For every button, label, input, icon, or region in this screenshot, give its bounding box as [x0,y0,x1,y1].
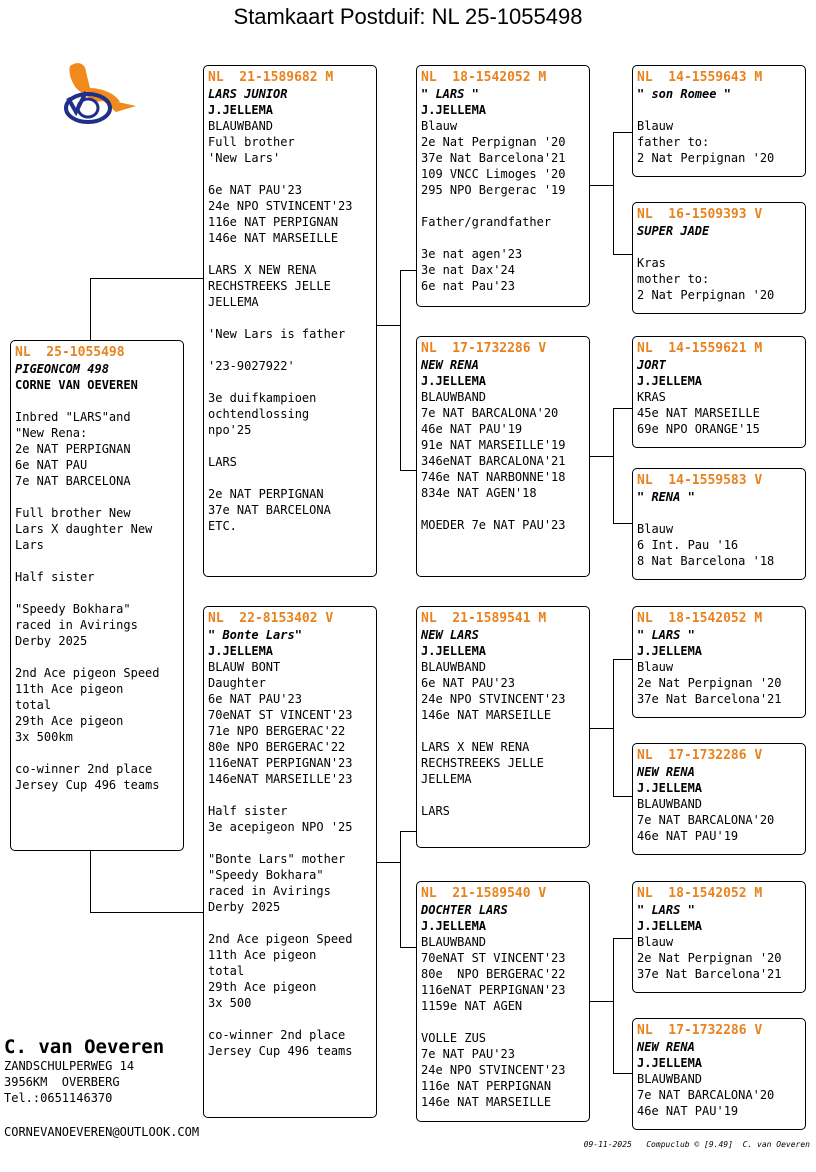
connector-line [613,938,633,939]
owner-address-line: ZANDSCHULPERWEG 14 [4,1059,135,1073]
page-title: Stamkaart Postduif: NL 25-1055498 [233,4,583,29]
connector-line [400,947,417,948]
breeder-name: J.JELLEMA [421,374,487,388]
connector-line [589,456,613,457]
connector-line [90,278,203,279]
breeder-name: J.JELLEMA [637,781,703,795]
pigeon-details: Blauw 2e Nat Perpignan '20 37e Nat Barcelona'21 [637,935,782,981]
pigeon-name: JORT [637,358,666,372]
owner-name: C. van Oeveren [4,1036,165,1058]
pigeon-name: " LARS " [637,903,695,917]
pigeon-name: " son Romee " [637,87,731,101]
ring-number: NL 21-1589540 V [421,886,547,901]
ring-number: NL 17-1732286 V [637,1023,763,1038]
ring-number: NL 14-1559583 V [637,473,763,488]
pigeon-details: BLAUWBAND 7e NAT BARCALONA'20 46e NAT PAU'19 [637,797,775,843]
connector-line [589,185,613,186]
pigeon-card-grandfather-paternal[interactable] [416,65,590,307]
pigeon-name: " RENA " [637,490,695,504]
connector-line [613,523,633,524]
owner-block [4,1036,164,1106]
pigeon-card-ggp-6[interactable] [632,743,806,855]
connector-line [400,470,417,471]
pigeon-name: NEW RENA [637,1040,695,1054]
breeder-name: J.JELLEMA [637,374,703,388]
pigeon-details: Inbred "LARS"and "New Rena: 2e NAT PERPIGNAN 6e NAT PAU 7e NAT BARCELONA Full brother New Lars X daughter New Lars Half sister "Speedy Bokhara" raced in Avirings Derby 2025 2nd Ace pigeon Speed 11th Ace pigeon total 29th Ace pigeon 3x 500km co-winner 2nd place Jersey Cup 496 teams [15,410,160,792]
owner-phone: Tel.:0651146370 [4,1091,113,1105]
pigeon-details: Blauw 2e Nat Perpignan '20 37e Nat Barcelona'21 [637,660,782,706]
pigeon-name: SUPER JADE [637,224,710,238]
breeder-name: CORNE VAN OEVEREN [15,378,138,392]
pigeon-details: BLAUW BONT Daughter 6e NAT PAU'23 70eNAT ST VINCENT'23 71e NPO BERGERAC'22 80e NPO BERGERAC'22 116eNAT PERPIGNAN'23 146eNAT MARSEILLE'23 Half sister 3e acepigeon NPO '25 "Bonte Lars" mother "Speedy Bokhara" raced in Avirings Derby 2025 2nd Ace pigeon Speed 11th Ace pigeon total 29th Ace pigeon 3x 500 co-winner 2nd place Jersey Cup 496 teams [208,660,353,1058]
club-logo-icon [56,58,140,128]
breeder-name: J.JELLEMA [421,644,487,658]
pigeon-details: BLAUWBAND 7e NAT BARCALONA'20 46e NAT PAU'19 91e NAT MARSEILLE'19 346eNAT BARCALONA'21 746e NAT NARBONNE'18 834e NAT AGEN'18 MOEDER 7e NAT PAU'23 [421,390,566,532]
pigeon-card-ggp-7[interactable] [632,881,806,993]
pigeon-card-ggp-1[interactable] [632,65,806,177]
pigeon-name: NEW RENA [637,765,695,779]
pigeon-card-ggp-4[interactable] [632,468,806,580]
ring-number: NL 18-1542052 M [637,886,763,901]
pigeon-card-grandmother-maternal[interactable] [416,881,590,1122]
pigeon-card-grandmother-paternal[interactable] [416,336,590,577]
pigeon-card-grandfather-maternal[interactable] [416,606,590,848]
pigeon-name: LARS JUNIOR [208,87,288,101]
ring-number: NL 17-1732286 V [421,341,547,356]
pigeon-details: KRAS 45e NAT MARSEILLE 69e NPO ORANGE'15 [637,390,760,436]
pigeon-name: " Bonte Lars" [208,628,302,642]
ring-number: NL 21-1589541 M [421,611,547,626]
connector-line [400,270,417,271]
connector-line [376,862,400,863]
pigeon-name: NEW RENA [421,358,479,372]
pigeon-details: BLAUWBAND 70eNAT ST VINCENT'23 80e NPO BERGERAC'22 116eNAT PERPIGNAN'23 1159e NAT AGEN VOLLE ZUS 7e NAT PAU'23 24e NPO STVINCENT'23 116e NAT PERPIGNAN 146e NAT MARSEILLE [421,935,566,1109]
footer-credit: 09-11-2025 Compuclub © [9.49] C. van Oeveren [583,1140,810,1149]
pigeon-details: BLAUWBAND Full brother 'New Lars' 6e NAT PAU'23 24e NPO STVINCENT'23 116e NAT PERPIGNAN 146e NAT MARSEILLE LARS X NEW RENA RECHSTREEKS JELLE JELLEMA 'New Lars is father '23-9027922' 3e duifkampioen ochtendlossing npo'25 LARS 2e NAT PERPIGNAN 37e NAT BARCELONA ETC. [208,119,353,533]
breeder-name: J.JELLEMA [208,103,274,117]
connector-line [90,912,203,913]
pigeon-card-subject[interactable] [10,340,184,851]
breeder-name: J.JELLEMA [637,919,703,933]
ring-number: NL 22-8153402 V [208,611,334,626]
ring-number: NL 16-1509393 V [637,207,763,222]
connector-line [613,659,614,796]
breeder-name: J.JELLEMA [421,103,487,117]
ring-number: NL 25-1055498 [15,345,125,360]
ring-number: NL 18-1542052 M [637,611,763,626]
pigeon-card-ggp-3[interactable] [632,336,806,448]
connector-line [589,728,613,729]
connector-line [90,278,91,340]
connector-line [613,938,614,1073]
pigeon-name: NEW LARS [421,628,479,642]
connector-line [613,796,633,797]
pigeon-card-ggp-5[interactable] [632,606,806,718]
breeder-name: J.JELLEMA [421,919,487,933]
breeder-name: J.JELLEMA [637,644,703,658]
pigeon-details: Blauw 2e Nat Perpignan '20 37e Nat Barcelona'21 109 VNCC Limoges '20 295 NPO Bergerac '19 Father/grandfather 3e nat agen'23 3e nat Dax'24 6e nat Pau'23 [421,119,566,293]
pigeon-name: DOCHTER LARS [421,903,508,917]
pigeon-details: Kras mother to: 2 Nat Perpignan '20 [637,256,775,302]
connector-line [589,1001,613,1002]
pigeon-details: Blauw 6 Int. Pau '16 8 Nat Barcelona '18 [637,522,775,568]
connector-line [613,408,614,523]
ring-number: NL 17-1732286 V [637,748,763,763]
connector-line [376,325,400,326]
pigeon-card-ggp-2[interactable] [632,202,806,314]
ring-number: NL 14-1559621 M [637,341,763,356]
ring-number: NL 21-1589682 M [208,70,334,85]
pigeon-details: BLAUWBAND 7e NAT BARCALONA'20 46e NAT PAU'19 [637,1072,775,1118]
connector-line [613,1073,633,1074]
breeder-name: J.JELLEMA [208,644,274,658]
pigeon-details: BLAUWBAND 6e NAT PAU'23 24e NPO STVINCENT'23 146e NAT MARSEILLE LARS X NEW RENA RECHSTREEKS JELLE JELLEMA LARS [421,660,566,818]
pigeon-card-father[interactable] [203,65,377,577]
owner-address-line: 3956KM OVERBERG [4,1075,120,1089]
connector-line [613,132,614,254]
connector-line [613,254,633,255]
connector-line [90,851,91,913]
owner-email[interactable]: CORNEVANOEVEREN@OUTLOOK.COM [4,1125,200,1139]
ring-number: NL 18-1542052 M [421,70,547,85]
pigeon-name: PIGEONCOM 498 [15,362,109,376]
pigeon-card-mother[interactable] [203,606,377,1118]
connector-line [400,270,401,470]
ring-number: NL 14-1559643 M [637,70,763,85]
pigeon-name: " LARS " [421,87,479,101]
connector-line [400,831,417,832]
pigeon-card-ggp-8[interactable] [632,1018,806,1130]
breeder-name: J.JELLEMA [637,1056,703,1070]
connector-line [613,408,633,409]
connector-line [400,831,401,947]
pigeon-name: " LARS " [637,628,695,642]
connector-line [613,132,633,133]
connector-line [613,659,633,660]
pigeon-details: Blauw father to: 2 Nat Perpignan '20 [637,119,775,165]
